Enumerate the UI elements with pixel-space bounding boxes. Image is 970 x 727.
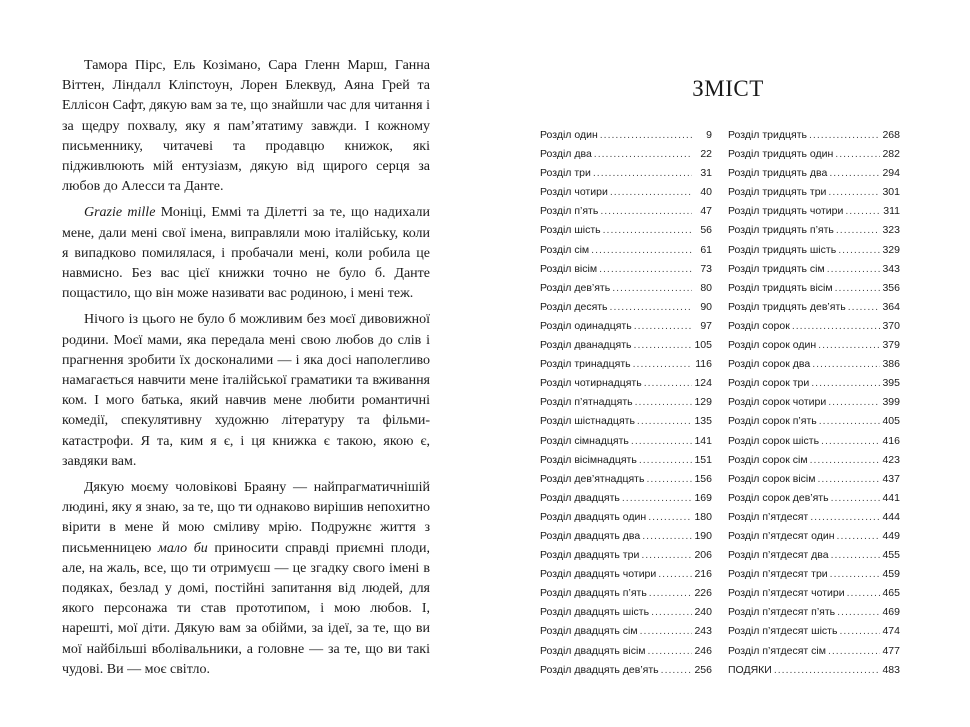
toc-entry	[540, 301, 712, 320]
toc-entry-page-number: 343	[882, 262, 900, 275]
toc-entry-label: Розділ двадцять шість	[540, 606, 650, 619]
toc-entry-leader-dots	[828, 645, 880, 657]
toc-entry-page-number: 405	[882, 415, 900, 428]
toc-entry	[728, 568, 900, 587]
toc-entry-label: Розділ шістнадцять	[540, 415, 635, 428]
toc-entry	[728, 320, 900, 339]
toc-entry-leader-dots	[837, 606, 880, 618]
toc-entry-label: Розділ дев’ять	[540, 281, 611, 294]
toc-entry-page-number: 129	[694, 396, 712, 409]
toc-entry	[540, 530, 712, 549]
toc-entry	[728, 129, 900, 148]
toc-entry-page-number: 156	[694, 472, 712, 485]
toc-entry-page-number: 444	[882, 510, 900, 523]
toc-entry	[540, 492, 712, 511]
toc-entry-label: Розділ двадцять чотири	[540, 568, 657, 581]
toc-entry-label: Розділ сімнадцять	[540, 434, 629, 447]
toc-entry-label: Розділ тридцять три	[728, 186, 827, 199]
toc-entry-label: Розділ два	[540, 148, 592, 161]
toc-entry-page-number: 90	[700, 300, 712, 313]
toc-entry	[728, 454, 900, 473]
toc-entry-label: Розділ п’ятдесят три	[728, 568, 828, 581]
toc-entry-label: Розділ чотири	[540, 186, 608, 199]
toc-entry-leader-dots	[821, 435, 880, 447]
toc-entry-leader-dots	[600, 129, 692, 141]
toc-entry-page-number: 423	[882, 453, 900, 466]
toc-entry-label: Розділ двадцять два	[540, 529, 641, 542]
ack-paragraph-2-text: Моніці, Еммі та Ділетті за те, що надихали мене, дали мені свої імена, виправляли мою італійську, коли я випадково помилялася, і пробачали мені, коли робила це навмисно. Без вас цієї книжки точно не було б. Данте пощастило, що він може називати вас родиною, і мені теж.	[62, 205, 430, 302]
toc-entry-page-number: 465	[882, 587, 900, 600]
toc-entry-label: Розділ сорок	[728, 319, 790, 332]
toc-entry-label: Розділ п’ятдесят п’ять	[728, 606, 836, 619]
toc-entry	[540, 473, 712, 492]
toc-entry-leader-dots	[817, 473, 880, 485]
toc-entry-leader-dots	[591, 244, 692, 256]
toc-entry-label: Розділ сорок шість	[728, 434, 820, 447]
table-of-contents	[540, 129, 900, 683]
toc-entry	[728, 148, 900, 167]
ack-paragraph-1	[62, 56, 430, 197]
toc-entry-label: Розділ сорок чотири	[728, 396, 827, 409]
toc-entry	[728, 167, 900, 186]
toc-entry	[540, 568, 712, 587]
toc-entry-label: Розділ вісім	[540, 262, 598, 275]
toc-entry-label: ПОДЯКИ	[728, 663, 772, 676]
toc-entry-label: Розділ двадцять вісім	[540, 644, 646, 657]
toc-entry-label: Розділ двадцять три	[540, 549, 640, 562]
toc-entry-page-number: 180	[694, 510, 712, 523]
toc-entry-page-number: 437	[882, 472, 900, 485]
toc-entry	[728, 224, 900, 243]
toc-entry-label: Розділ двадцять дев’ять	[540, 663, 659, 676]
toc-entry	[728, 435, 900, 454]
toc-entry-page-number: 240	[694, 606, 712, 619]
toc-entry-leader-dots	[651, 606, 692, 618]
toc-entry-leader-dots	[845, 205, 880, 217]
toc-entry-page-number: 80	[700, 281, 712, 294]
toc-entry-label: Розділ двадцять сім	[540, 625, 638, 638]
toc-entry	[728, 625, 900, 644]
toc-entry-leader-dots	[835, 282, 880, 294]
ack-paragraph-4-before: Дякую моєму чоловікові Браяну — найпрагматичнішій людині, яку я знаю, за те, що ти однаково вирішив непохитно вірити в мене й мою сміливу мрію. Подружнє життя з письменницею	[62, 480, 430, 556]
toc-entry-label: Розділ п’ять	[540, 205, 599, 218]
toc-entry	[540, 224, 712, 243]
toc-entry-leader-dots	[599, 263, 692, 275]
toc-entry-page-number: 105	[694, 339, 712, 352]
toc-entry-page-number: 31	[700, 167, 712, 180]
toc-entry-label: Розділ шість	[540, 224, 601, 237]
toc-entry	[728, 511, 900, 530]
toc-entry-page-number: 441	[882, 491, 900, 504]
toc-entry	[728, 339, 900, 358]
toc-entry-leader-dots	[634, 320, 692, 332]
toc-entry-leader-dots	[809, 129, 880, 141]
toc-entry-label: Розділ п’ятдесят	[728, 510, 809, 523]
toc-entry-page-number: 61	[700, 243, 712, 256]
toc-entry-leader-dots	[827, 263, 880, 275]
toc-entry	[540, 339, 712, 358]
toc-entry-label: Розділ п’ятдесят чотири	[728, 587, 845, 600]
toc-entry-label: Розділ двадцять один	[540, 510, 647, 523]
toc-entry-label: Розділ п’ятнадцять	[540, 396, 633, 409]
toc-entry	[540, 129, 712, 148]
toc-entry	[540, 282, 712, 301]
toc-entry-page-number: 386	[882, 358, 900, 371]
toc-entry	[540, 167, 712, 186]
toc-entry-page-number: 301	[882, 186, 900, 199]
toc-entry	[728, 301, 900, 320]
toc-entry	[728, 549, 900, 568]
toc-entry-leader-dots	[631, 435, 692, 447]
toc-entry-page-number: 370	[882, 319, 900, 332]
ack-paragraph-2	[62, 203, 430, 304]
toc-entry-leader-dots	[828, 396, 880, 408]
toc-entry	[540, 148, 712, 167]
toc-entry-label: Розділ дев’ятнадцять	[540, 472, 645, 485]
toc-entry-leader-dots	[818, 339, 880, 351]
toc-entry-page-number: 216	[694, 568, 712, 581]
toc-entry	[728, 205, 900, 224]
toc-entry	[728, 473, 900, 492]
toc-entry-label: Розділ дванадцять	[540, 339, 632, 352]
toc-entry-leader-dots	[848, 301, 880, 313]
toc-entry	[540, 358, 712, 377]
toc-entry	[728, 587, 900, 606]
toc-entry-page-number: 395	[882, 377, 900, 390]
toc-entry-label: Розділ тридцять дев’ять	[728, 300, 846, 313]
toc-entry	[540, 186, 712, 205]
toc-entry-leader-dots	[637, 415, 692, 427]
toc-entry-page-number: 455	[882, 549, 900, 562]
toc-entry	[728, 606, 900, 625]
toc-entry-leader-dots	[792, 320, 880, 332]
toc-entry-leader-dots	[774, 664, 880, 676]
toc-entry-leader-dots	[593, 167, 692, 179]
toc-entry-label: Розділ сорок три	[728, 377, 810, 390]
toc-entry	[728, 358, 900, 377]
toc-entry	[540, 244, 712, 263]
toc-entry	[728, 645, 900, 664]
toc-entry-leader-dots	[633, 358, 692, 370]
toc-entry-leader-dots	[836, 224, 880, 236]
toc-entry-page-number: 97	[700, 319, 712, 332]
toc-entry-leader-dots	[622, 492, 692, 504]
toc-entry-leader-dots	[594, 148, 692, 160]
ack-paragraph-4	[62, 478, 430, 680]
toc-title: ЗМІСТ	[692, 76, 764, 101]
toc-entry-leader-dots	[635, 396, 692, 408]
toc-entry-page-number: 151	[694, 453, 712, 466]
toc-entry-label: Розділ тридцять чотири	[728, 205, 844, 218]
toc-entry-label: Розділ тридцять п’ять	[728, 224, 834, 237]
toc-entry	[540, 415, 712, 434]
toc-entry	[540, 606, 712, 625]
toc-entry-label: Розділ п’ятдесят сім	[728, 644, 826, 657]
toc-entry-label: Розділ тридцять два	[728, 167, 828, 180]
toc-entry-page-number: 329	[882, 243, 900, 256]
toc-entry-leader-dots	[644, 377, 692, 389]
toc-entry-label: Розділ три	[540, 167, 591, 180]
toc-entry-label: Розділ тринадцять	[540, 358, 631, 371]
toc-entry-page-number: 226	[694, 587, 712, 600]
toc-entry-page-number: 379	[882, 339, 900, 352]
toc-entry-page-number: 294	[882, 167, 900, 180]
toc-entry-leader-dots	[640, 625, 692, 637]
toc-entry-page-number: 135	[694, 415, 712, 428]
toc-entry-page-number: 124	[694, 377, 712, 390]
toc-entry-page-number: 246	[694, 644, 712, 657]
toc-entry-label: Розділ один	[540, 129, 598, 141]
toc-entry-leader-dots	[642, 530, 692, 542]
toc-entry	[540, 511, 712, 530]
toc-entry-leader-dots	[648, 645, 692, 657]
toc-entry-leader-dots	[831, 492, 880, 504]
toc-entry-leader-dots	[612, 282, 692, 294]
toc-entry-leader-dots	[830, 568, 880, 580]
toc-entry-label: Розділ сорок п’ять	[728, 415, 817, 428]
toc-entry-page-number: 474	[882, 625, 900, 638]
toc-entry-page-number: 22	[700, 148, 712, 161]
toc-entry-label: Розділ десять	[540, 300, 608, 313]
toc-entry-leader-dots	[828, 186, 880, 198]
toc-entry-leader-dots	[610, 301, 692, 313]
toc-entry-page-number: 399	[882, 396, 900, 409]
toc-entry-label: Розділ двадцять	[540, 491, 620, 504]
toc-entry	[728, 415, 900, 434]
toc-entry	[540, 396, 712, 415]
toc-entry	[540, 664, 712, 683]
toc-entry	[728, 282, 900, 301]
toc-entry-leader-dots	[835, 148, 880, 160]
toc-entry	[540, 645, 712, 664]
toc-entry	[728, 664, 900, 683]
toc-entry-leader-dots	[610, 186, 692, 198]
ack-paragraph-3-text: Нічого із цього не було б можливим без моєї дивовижної родини. Моєї мами, яка передала мені свою любов до слів і прагнення зробити їх досконалими — і яка досі наполегливо намагається навчити мене італійської граматики та вживання ком. І мого батька, який навчив мене любити романтичні комедії, спекулятивну художню літературу та фільми-катастрофи. Я та, ким я є, і ця книжка є такою, якою є, завдяки вам.	[62, 312, 430, 469]
toc-entry-label: Розділ сорок один	[728, 339, 817, 352]
toc-entry-page-number: 282	[882, 148, 900, 161]
toc-entry	[540, 587, 712, 606]
toc-entry-leader-dots	[649, 587, 692, 599]
toc-entry-label: Розділ тридцять один	[728, 148, 834, 161]
ack-paragraph-1-text: Тамора Пірс, Ель Козімано, Сара Гленн Марш, Ганна Віттен, Ліндалл Кліпстоун, Лорен Блеквуд, Аяна Грей та Еллісон Сафт, дякую вам за те, що знайшли час для читання і за щедру похвалу, яку я пам’ятатиму завжди. І кожному письменнику, читачеві та продавцю книжок, які підживлюють мій ентузіазм, дякую від щирого серця за любов до Алесси та Данте.	[62, 58, 430, 195]
ack-paragraph-2-italic: Grazie mille	[84, 205, 156, 221]
toc-entry-page-number: 206	[694, 549, 712, 562]
toc-entry-label: Розділ сорок дев’ять	[728, 491, 829, 504]
toc-entry	[728, 377, 900, 396]
toc-entry-page-number: 190	[694, 529, 712, 542]
toc-entry-leader-dots	[819, 415, 880, 427]
toc-entry	[728, 244, 900, 263]
toc-entry-leader-dots	[661, 664, 692, 676]
toc-entry-leader-dots	[810, 454, 880, 466]
toc-entry-page-number: 73	[700, 262, 712, 275]
toc-entry-page-number: 256	[694, 663, 712, 676]
toc-entry-page-number: 323	[882, 224, 900, 237]
toc-entry-leader-dots	[634, 339, 692, 351]
toc-entry-label: Розділ тридцять вісім	[728, 281, 833, 294]
toc-entry-page-number: 169	[694, 491, 712, 504]
toc-entry-label: Розділ тридцять	[728, 129, 807, 141]
toc-entry	[540, 320, 712, 339]
toc-entry	[540, 205, 712, 224]
toc-entry-leader-dots	[839, 625, 880, 637]
toc-entry	[728, 186, 900, 205]
toc-entry-page-number: 364	[882, 300, 900, 313]
toc-entry-page-number: 459	[882, 568, 900, 581]
toc-entry	[728, 530, 900, 549]
toc-column-right	[728, 129, 900, 683]
toc-entry-page-number: 9	[706, 129, 712, 141]
toc-entry-page-number: 116	[695, 358, 712, 371]
toc-entry	[540, 549, 712, 568]
toc-entry-label: Розділ двадцять п’ять	[540, 587, 647, 600]
toc-entry-leader-dots	[646, 473, 692, 485]
toc-entry-page-number: 483	[882, 663, 900, 676]
toc-entry-leader-dots	[831, 549, 880, 561]
toc-entry-label: Розділ сорок вісім	[728, 472, 816, 485]
toc-entry-label: Розділ тридцять сім	[728, 262, 825, 275]
toc-entry-label: Розділ п’ятдесят два	[728, 549, 829, 562]
toc-column-left	[540, 129, 712, 683]
toc-entry-page-number: 311	[883, 205, 900, 218]
toc-entry-page-number: 47	[700, 205, 712, 218]
toc-entry-page-number: 243	[694, 625, 712, 638]
toc-entry-leader-dots	[648, 511, 692, 523]
toc-entry-leader-dots	[812, 358, 880, 370]
ack-paragraph-4-italic: мало би	[157, 540, 208, 556]
toc-entry-page-number: 416	[882, 434, 900, 447]
toc-entry	[540, 263, 712, 282]
toc-entry-leader-dots	[811, 377, 880, 389]
toc-entry-label: Розділ одинадцять	[540, 319, 632, 332]
toc-entry-leader-dots	[600, 205, 692, 217]
ack-paragraph-4-text: приносити справді приємні плоди, але, на жаль, все, що ти отримуєш — це згадку свого імені в подяках, безлад у домі, постійні запитання від людей, для якого персонажа ти став прототипом, і мою любов. І, нарешті, мої діти. Дякую вам за обійми, за ідеї, за те, що ви мої найбільші вболівальники, а головне — за те, що ви такі чудові. Ви — моє світло.	[62, 540, 430, 677]
toc-entry	[728, 492, 900, 511]
toc-entry	[540, 454, 712, 473]
toc-entry-leader-dots	[837, 530, 880, 542]
toc-entry-page-number: 449	[882, 529, 900, 542]
toc-entry-label: Розділ п’ятдесят один	[728, 529, 835, 542]
toc-entry-page-number: 56	[700, 224, 712, 237]
toc-entry	[540, 435, 712, 454]
right-page	[486, 0, 970, 727]
toc-entry-page-number: 477	[882, 644, 900, 657]
toc-entry-leader-dots	[658, 568, 692, 580]
toc-entry-page-number: 141	[694, 434, 712, 447]
toc-entry-label: Розділ сорок сім	[728, 453, 808, 466]
toc-entry-leader-dots	[847, 587, 880, 599]
toc-entry	[540, 377, 712, 396]
acknowledgements-text	[62, 56, 430, 686]
toc-entry-leader-dots	[829, 167, 880, 179]
toc-entry	[540, 625, 712, 644]
toc-entry-leader-dots	[639, 454, 692, 466]
toc-entry	[728, 263, 900, 282]
toc-entry-label: Розділ сім	[540, 243, 590, 256]
toc-entry-leader-dots	[641, 549, 692, 561]
toc-entry-leader-dots	[838, 244, 880, 256]
toc-entry-page-number: 356	[882, 281, 900, 294]
toc-entry-page-number: 469	[882, 606, 900, 619]
toc-entry-page-number: 40	[700, 186, 712, 199]
toc-entry-label: Розділ вісімнадцять	[540, 453, 637, 466]
ack-paragraph-3	[62, 310, 430, 472]
toc-entry-leader-dots	[810, 511, 880, 523]
toc-entry-label: Розділ чотирнадцять	[540, 377, 642, 390]
toc-entry-label: Розділ тридцять шість	[728, 243, 837, 256]
toc-entry-label: Розділ сорок два	[728, 358, 811, 371]
toc-entry-leader-dots	[603, 224, 692, 236]
toc-entry-page-number: 268	[882, 129, 900, 141]
toc-entry	[728, 396, 900, 415]
toc-entry-label: Розділ п’ятдесят шість	[728, 625, 838, 638]
